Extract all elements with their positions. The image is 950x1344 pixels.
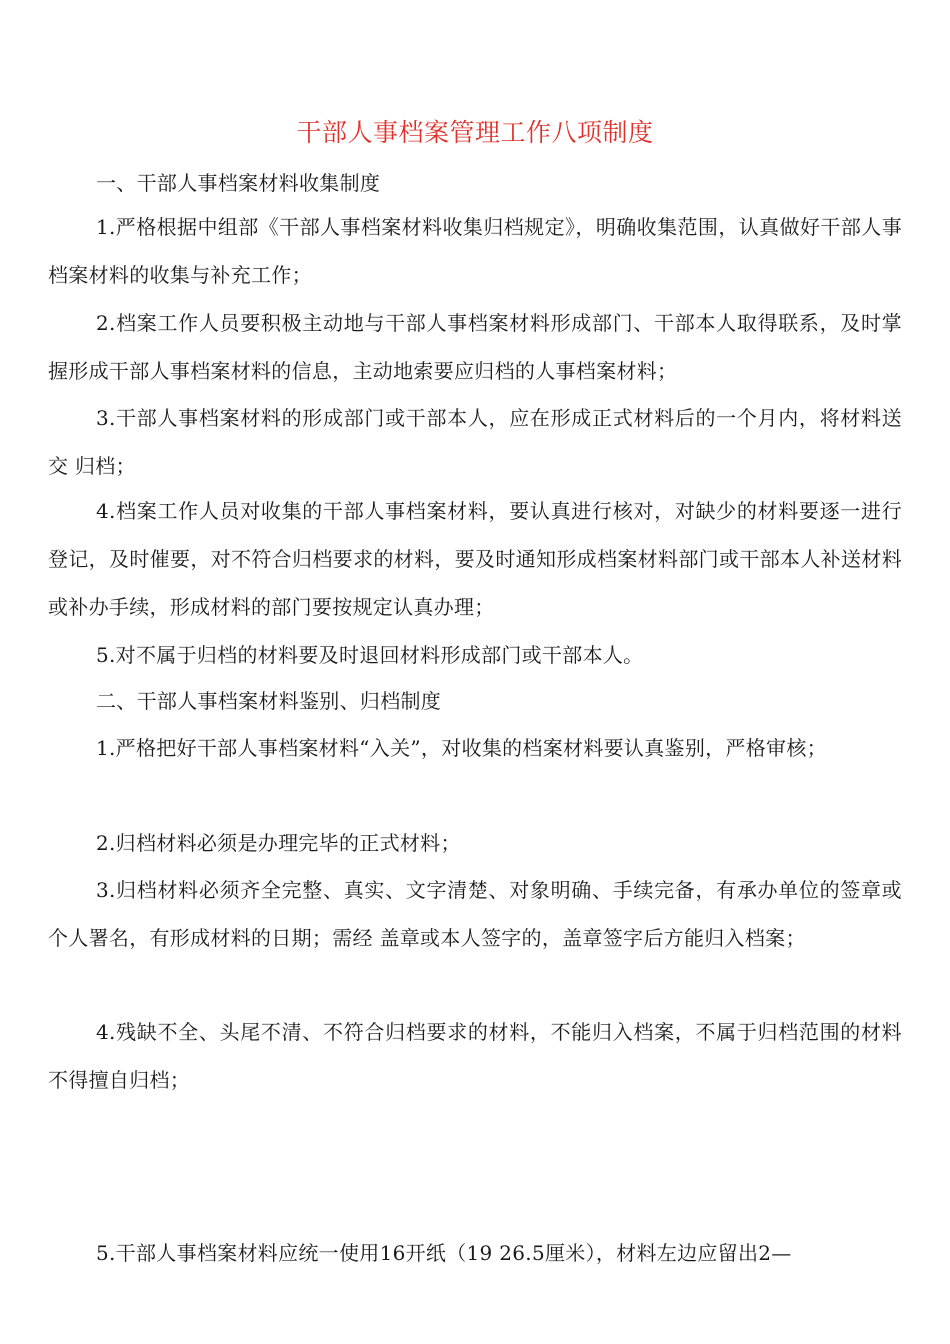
paragraph: 2.归档材料必须是办理完毕的正式材料； <box>96 831 461 855</box>
paragraph: 3.归档材料必须齐全完整、真实、文字清楚、对象明确、手续完备，有承办单位的签章或个人署名，有形成材料的日期；需经 盖章或本人签字的，盖章签字后方能归入档案； <box>48 878 902 950</box>
paragraph: 4.残缺不全、头尾不清、不符合归档要求的材料，不能归入档案，不属于归档范围的材料不得擅自归档； <box>48 1020 902 1092</box>
paragraph: 3.干部人事档案材料的形成部门或干部本人，应在形成正式材料后的一个月内，将材料送交 归档； <box>48 406 902 478</box>
paragraph: 5.干部人事档案材料应统一使用16开纸（19 26.5厘米），材料左边应留出2— <box>96 1241 792 1265</box>
document-title: 干部人事档案管理工作八项制度 <box>296 118 654 147</box>
paragraph: 2.档案工作人员要积极主动地与干部人事档案材料形成部门、干部本人取得联系，及时掌握形成干部人事档案材料的信息，主动地索要应归档的人事档案材料； <box>48 311 902 383</box>
paragraph: 1.严格把好干部人事档案材料“入关”，对收集的档案材料要认真鉴别，严格审核； <box>96 736 827 760</box>
paragraph: 4.档案工作人员对收集的干部人事档案材料，要认真进行核对，对缺少的材料要逐一进行登记，及时催要，对不符合归档要求的材料，要及时通知形成档案材料部门或干部本人补送材料或补办手续，形成材料的部门要按规定认真办理； <box>48 499 902 619</box>
paragraph: 1.严格根据中组部《干部人事档案材料收集归档规定》，明确收集范围，认真做好干部人事档案材料的收集与补充工作； <box>48 215 902 287</box>
paragraph: 5.对不属于归档的材料要及时退回材料形成部门或干部本人。 <box>96 643 644 667</box>
section-heading-2: 二、干部人事档案材料鉴别、归档制度 <box>96 689 442 713</box>
section-heading-1: 一、干部人事档案材料收集制度 <box>96 171 381 195</box>
